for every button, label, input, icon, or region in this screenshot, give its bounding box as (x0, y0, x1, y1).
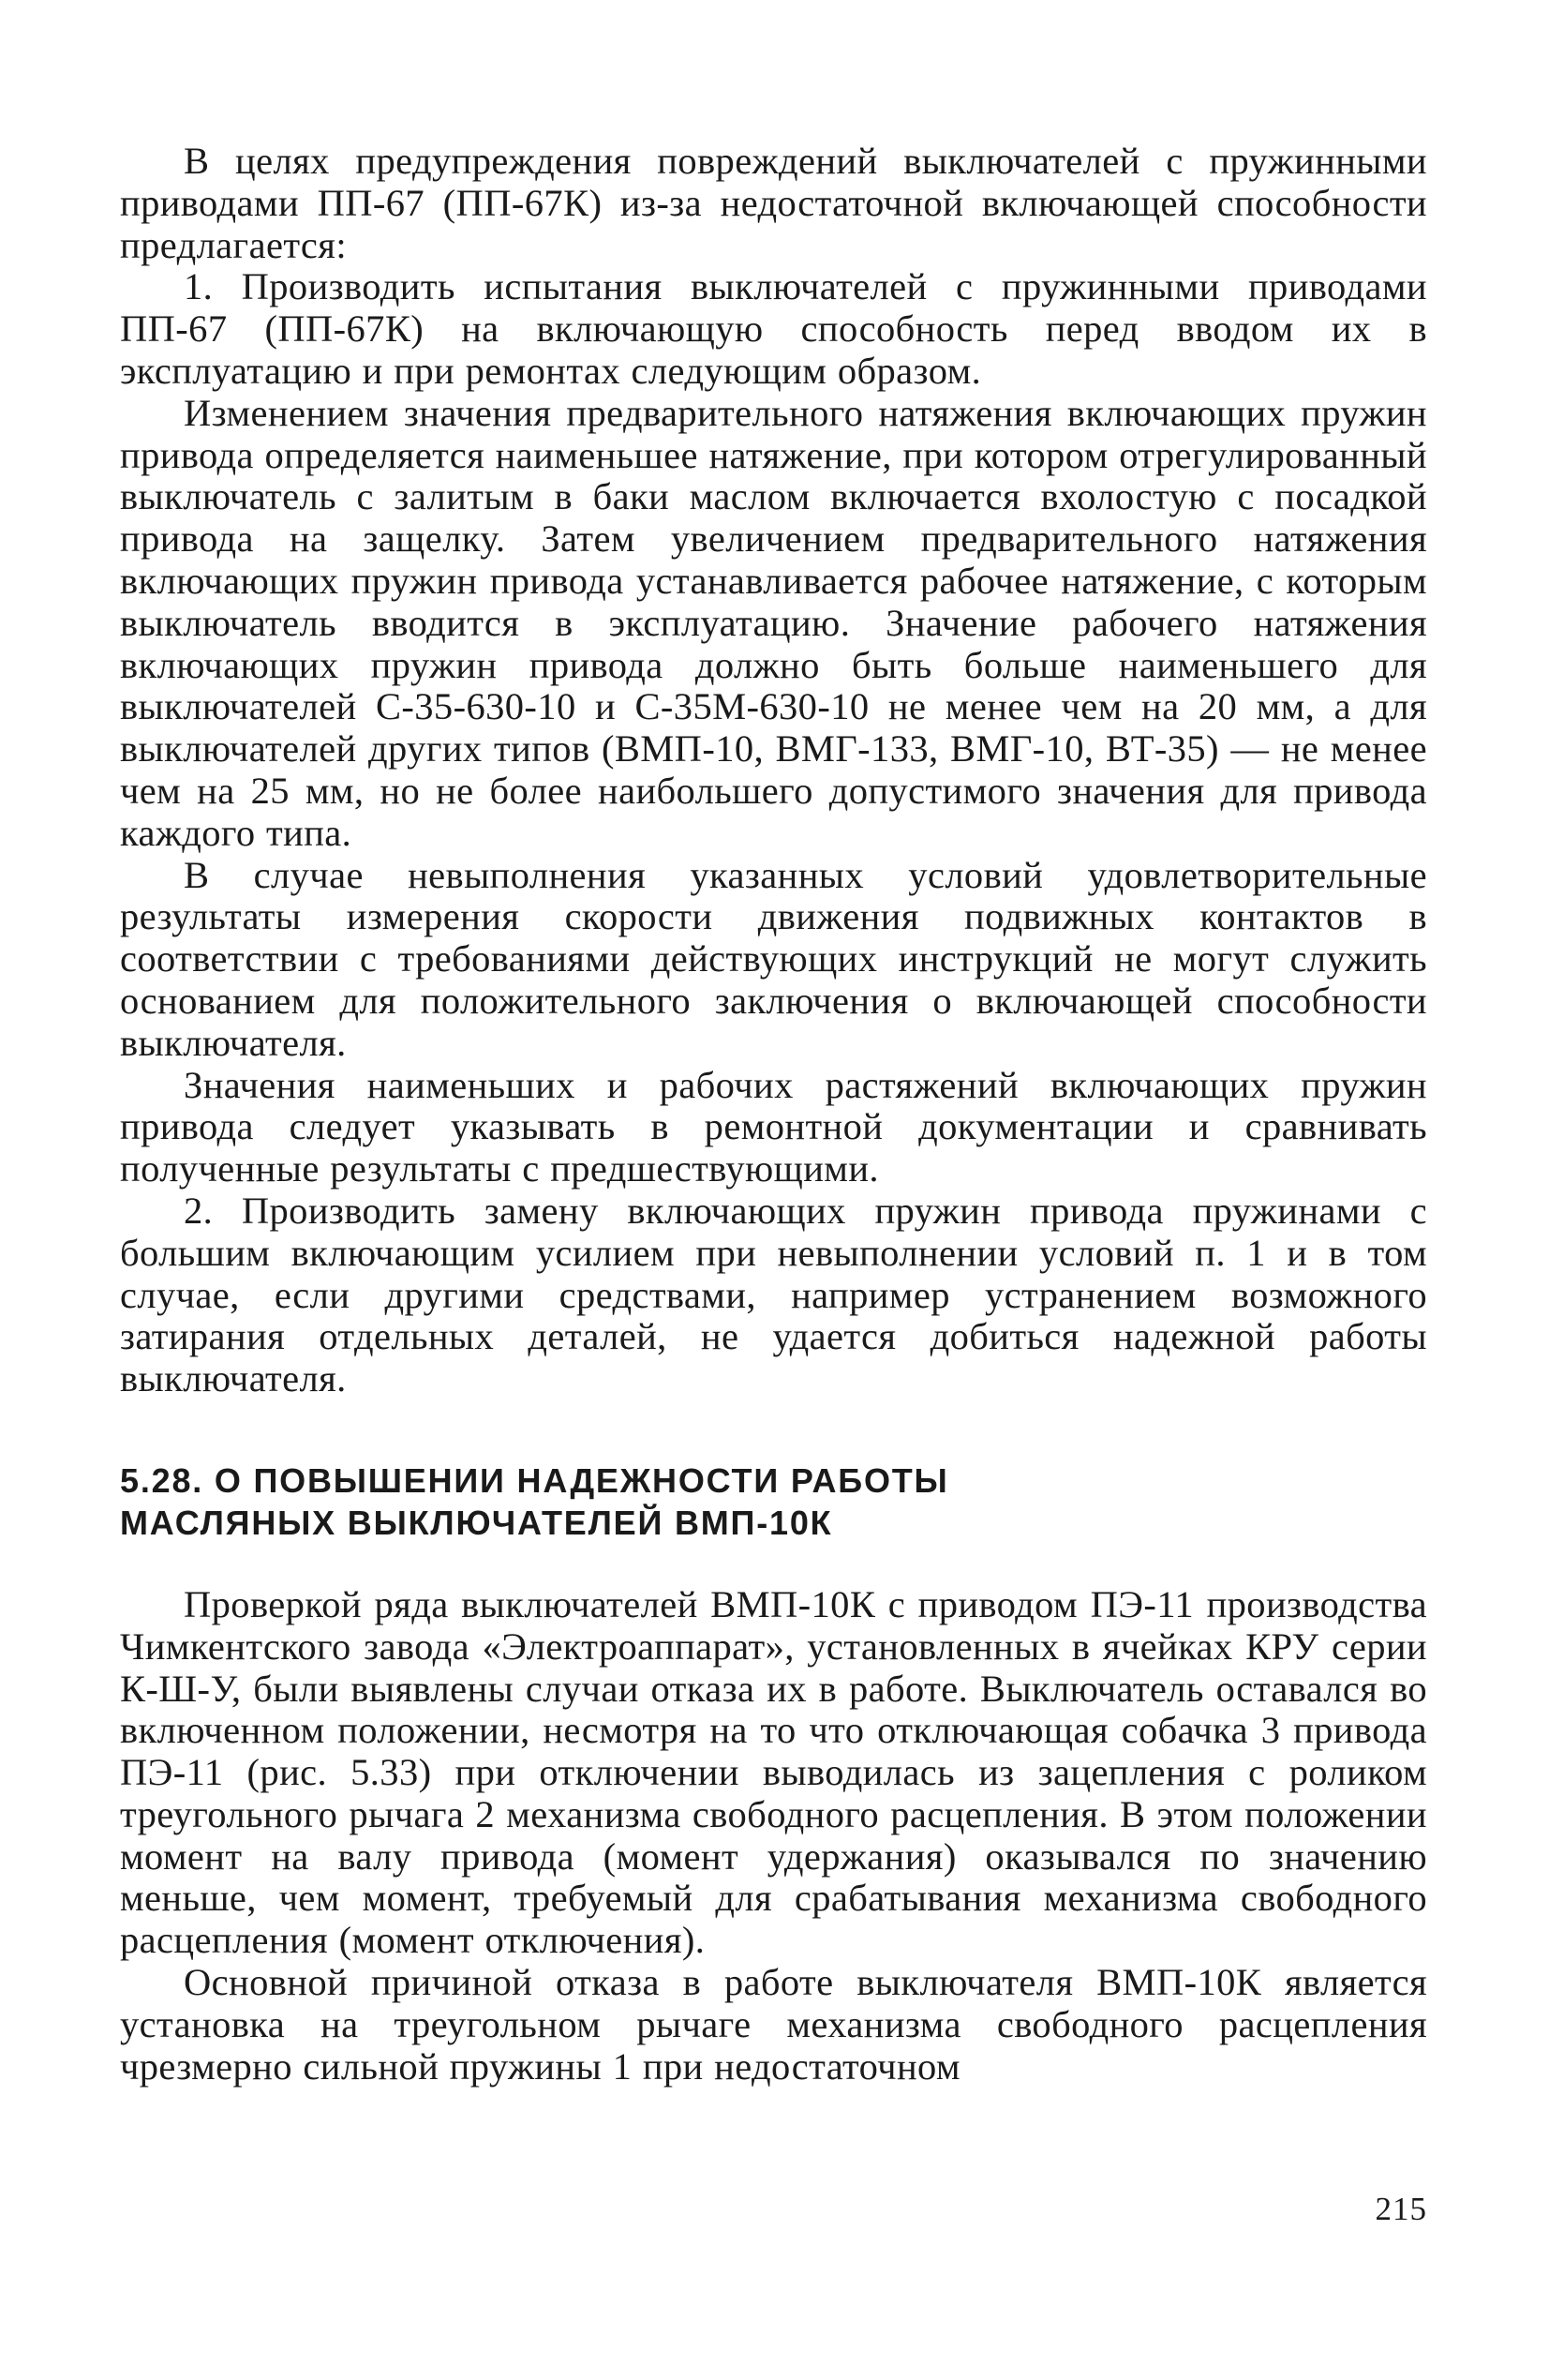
section-vmp-10k (120, 1584, 1427, 2088)
section-heading-line-2: МАСЛЯНЫХ ВЫКЛЮЧАТЕЛЕЙ ВМП-10К (120, 1503, 833, 1542)
paragraph-main-cause: Основной причиной отказа в работе выключателя ВМП-10К является установка на треугольном рычаге механизма свободного расцепления чрезмерно сильной пружины 1 при недостаточном (120, 1961, 1427, 2088)
section-spring-drives (120, 141, 1427, 1400)
page-number: 215 (1375, 2191, 1427, 2227)
section-heading-line-1: 5.28. О ПОВЫШЕНИИ НАДЕЖНОСТИ РАБОТЫ (120, 1460, 949, 1500)
paragraph-failure-conditions: В случае невыполнения указанных условий удовлетворительные результаты измерения скорости движения подвижных контактов в соответствии с требованиями действующих инструкций не могут служить основанием для положительного заключения о включающей способности выключателя. (120, 853, 1427, 1064)
paragraph-inspection-findings: Проверкой ряда выключателей ВМП-10К с приводом ПЭ-11 производства Чимкентского завода «Электроаппарат», установленных в ячейках КРУ серии К-Ш-У, были выявлены случаи отказа их в работе. Выключатель оставался во включенном положении, несмотря на то что отключающая собачка 3 привода ПЭ-11 (рис. 5.33) при отключении выводилась из зацепления с роликом треугольного рычага 2 механизма свободного расцепления. В этом положении момент на валу привода (момент удержания) оказывался по значению меньше, чем момент, требуемый для срабатывания механизма свободного расцепления (момент отключения). (120, 1582, 1427, 1962)
section-heading (120, 1459, 1427, 1544)
paragraph-item-1: 1. Производить испытания выключателей с пружинными приводами ПП-67 (ПП-67К) на включающую способность перед вводом их в эксплуатацию и при ремонтах следующим образом. (120, 265, 1427, 392)
book-page (120, 141, 1427, 2088)
paragraph-tension-procedure: Изменением значения предварительного натяжения включающих пружин привода определяется наименьшее натяжение, при котором отрегулированный выключатель с залитым в баки маслом включается вхолостую с посадкой привода на защелку. Затем увеличением предварительного натяжения включающих пружин привода устанавливается рабочее натяжение, с которым выключатель вводится в эксплуатацию. Значение рабочего натяжения включающих пружин привода должно быть больше наименьшего для выключателей С-35-630-10 и С-35М-630-10 не менее чем на 20 мм, а для выключателей других типов (ВМП-10, ВМГ-133, ВМГ-10, ВТ-35) — не менее чем на 25 мм, но не более наибольшего допустимого значения для привода каждого типа. (120, 391, 1427, 854)
paragraph-intro: В целях предупреждения повреждений выключателей с пружинными приводами ПП-67 (ПП-67К) из-за недостаточной включающей способности предлагается: (120, 140, 1427, 266)
paragraph-documentation: Значения наименьших и рабочих растяжений включающих пружин привода следует указывать в ремонтной документации и сравнивать полученные результаты с предшествующими. (120, 1063, 1427, 1190)
paragraph-item-2: 2. Производить замену включающих пружин привода пружинами с большим включающим усилием при невыполнении условий п. 1 и в том случае, если другими средствами, например устранением возможного затирания отдельных деталей, не удается добиться надежной работы выключателя. (120, 1189, 1427, 1400)
